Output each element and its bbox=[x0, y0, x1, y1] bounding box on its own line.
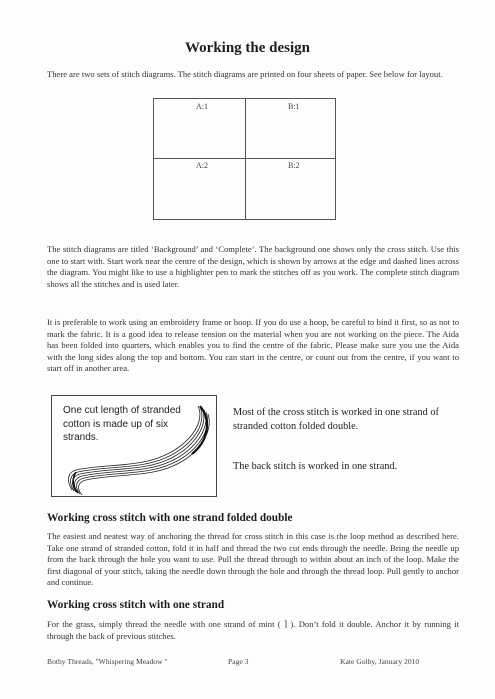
intro-paragraph: There are two sets of stitch diagrams. The stitch diagrams are printed on four sheets of paper. See below for layout. bbox=[47, 69, 443, 79]
frame-paragraph: It is preferable to work using an embroidery frame or hoop. If you do use a hoop, be careful to bind it first, so as not to mark the fabric. It is a good idea to release tension on the material when you are not working on the piece. The Aida has been folded into quarters, which enables you to find the centre of the fabric. Please make sure you use the Aida with the long sides along the top and bottom. You can start in the centre, or count out from the centre, if you want to start off in another area. bbox=[47, 317, 459, 374]
footer-left: Bothy Threads, "Whispering Meadow " bbox=[47, 657, 168, 666]
heading-one-strand: Working cross stitch with one strand bbox=[47, 599, 225, 611]
sheet-label-b2: B:2 bbox=[288, 161, 300, 170]
sheet-label-b1: B:1 bbox=[288, 102, 300, 111]
one-strand-paragraph: For the grass, simply thread the needle with one strand of mint ( ⌉ ). Don’t fold it double. Anchor it by running it through the back of previous stitches. bbox=[47, 619, 459, 641]
folded-double-paragraph: The easiest and neatest way of anchoring the thread for cross stitch in this case is the loop method as described here. Take one strand of stranded cotton, fold it in half and thread the two cut ends through the needle. Bring the needle up from the back through the hole you want to use. Pull the thread through to within about an inch of the loop. Make the first diagonal of your stitch, taking the needle down through the hole and through the thread loop. Pull gently to anchor and continue. bbox=[47, 531, 459, 588]
diagrams-paragraph: The stitch diagrams are titled ‘Background’ and ‘Complete’. The background one shows only the cross stitch. Use this one to start with. Start work near the centre of the design, which is shown by arrows at the edge and dashed lines across the diagram. You might like to use a highlighter pen to mark the stitches off as you work. The complete stitch diagram shows all the stitches and is used later. bbox=[47, 244, 459, 289]
thread-illustration-box bbox=[51, 395, 217, 497]
thread-strands-icon bbox=[52, 396, 218, 498]
sheet-label-a1: A:1 bbox=[196, 102, 208, 111]
thread-box-note: One cut length of stranded cotton is made up of six strands. bbox=[63, 405, 181, 443]
side-note-backstitch: The back stitch is worked in one strand. bbox=[233, 461, 398, 472]
side-note-folded: Most of the cross stitch is worked in one strand of stranded cotton folded double. bbox=[233, 407, 439, 432]
layout-vertical-divider bbox=[245, 99, 246, 219]
page-title: Working the design bbox=[184, 40, 311, 56]
heading-folded-double: Working cross stitch with one strand folded double bbox=[47, 512, 293, 524]
footer-right: Kate Golby, January 2010 bbox=[340, 657, 420, 666]
sheet-label-a2: A:2 bbox=[196, 161, 208, 170]
sheet-layout-diagram bbox=[153, 98, 336, 220]
footer-page-number: Page 3 bbox=[228, 657, 249, 666]
